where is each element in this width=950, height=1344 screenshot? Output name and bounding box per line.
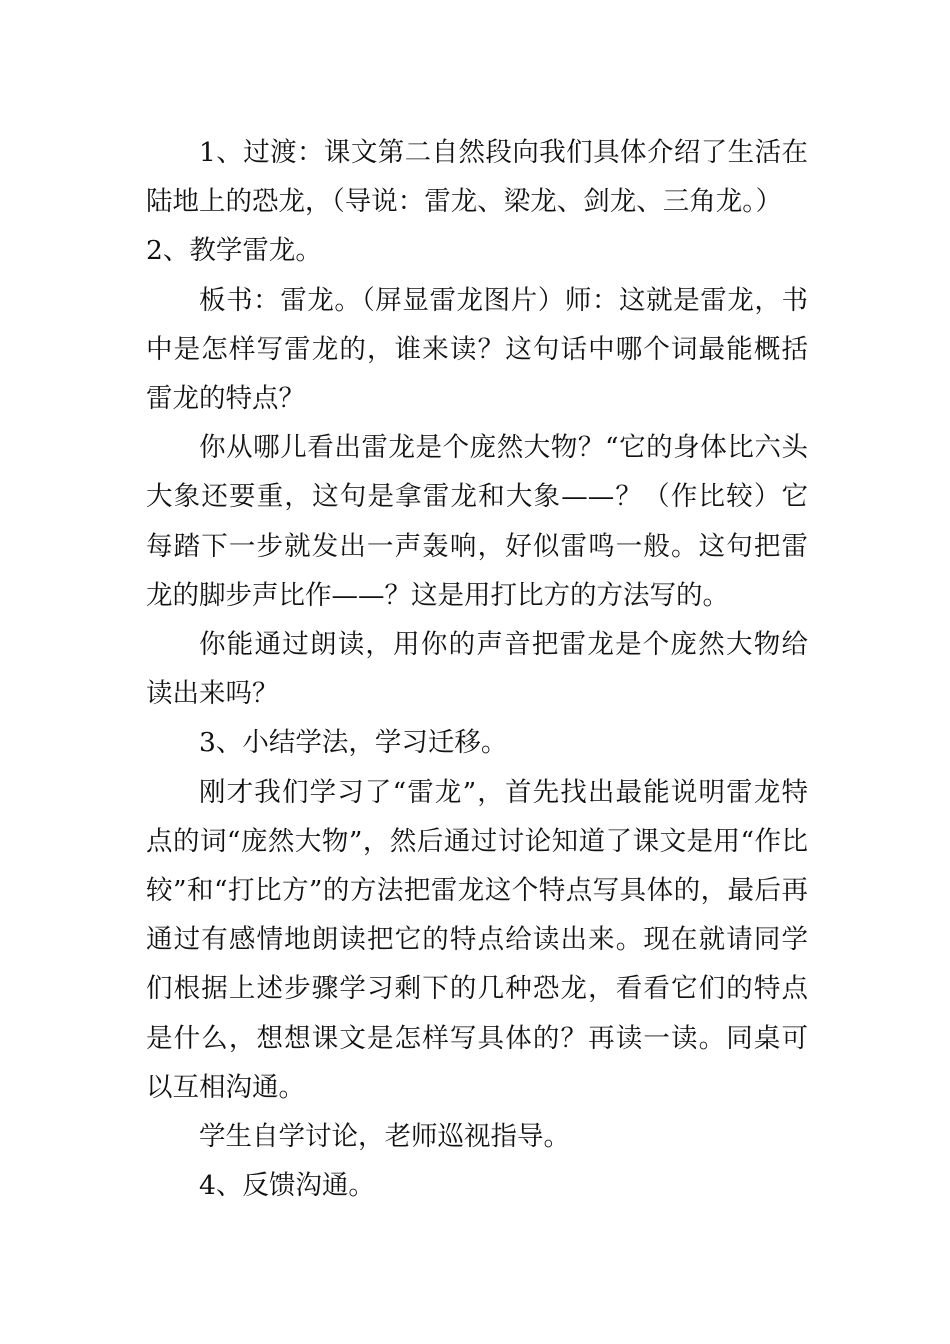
paragraph-blackboard: 板书：雷龙。（屏显雷龙图片）师：这就是雷龙，书中是怎样写雷龙的，谁来读？这句话中哪个词最能概括雷龙的特点？ [146,284,808,415]
paragraph-self-study: 学生自学讨论，老师巡视指导。 [199,1121,570,1153]
paragraph-summary: 刚才我们学习了“雷龙”，首先找出最能说明雷龙特点的词“庞然大物”，然后通过讨论知道了课文是用“作比较”和“打比方”的方法把雷龙这个特点写具体的，最后再通过有感情地朗读把它的特点给读出来。现在就请同学们根据上述步骤学习剩下的几种恐龙，看看它们的特点是什么，想想课文是怎样写具体的？再读一读。同桌可以互相沟通。 [146,776,808,1103]
document-body [146,128,808,1210]
paragraph-feedback: 4、反馈沟通。 [199,1170,375,1202]
paragraph-read-aloud: 你能通过朗读，用你的声音把雷龙是个庞然大物给读出来吗？ [146,629,808,710]
paragraph-transition: 1、过渡：课文第二自然段向我们具体介绍了生活在陆地上的恐龙，（导说：雷龙、梁龙、剑龙、三角龙。） [146,137,808,218]
paragraph-huge-creature: 你从哪儿看出雷龙是个庞然大物？“它的身体比六头大象还要重，这句是拿雷龙和大象——？（作比较）它每踏下一步就发出一声轰响，好似雷鸣一般。这句把雷龙的脚步声比作——？这是用打比方的方法写的。 [146,432,808,611]
paragraph-teach-brontosaurus: 2、教学雷龙。 [146,235,322,267]
paragraph-summary-heading: 3、小结学法，学习迁移。 [199,727,508,759]
